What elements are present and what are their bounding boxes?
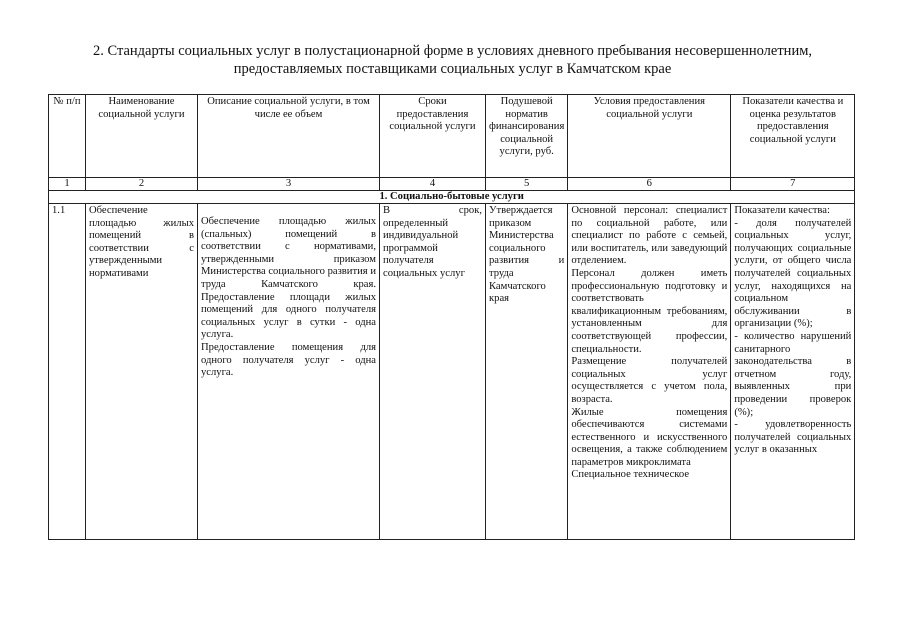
document-title [40, 42, 865, 78]
conditions-paragraph: Основной персонал: специалист по социальной работе, или специалист по работе с семьей, или воспитатель, или заведующий отделением. [571, 205, 728, 267]
column-number: 2 [86, 178, 198, 191]
description-paragraph: Обеспечение площадью жилых (спальных) помещений в соответствии с нормативами, утвержденными приказом Министерства социального развития и труда Камчатского края. Предоставление площади жилых помещений для одного получателя социальных услуг в сутки - одна услуга. [201, 216, 376, 341]
column-number: 1 [49, 178, 86, 191]
header-num: № п/п [49, 95, 86, 178]
title-line-1: 2. Стандарты социальных услуг в полустационарной форме в условиях дневного пребывания несовершеннолетним, [92, 43, 813, 59]
description-paragraph: Предоставление помещения для одного получателя услуг - одна услуга. [201, 341, 376, 379]
cell-quality [731, 204, 855, 540]
column-number: 7 [731, 178, 855, 191]
cell-description [198, 204, 380, 540]
cell-conditions [568, 204, 731, 540]
quality-heading: Показатели качества: [734, 205, 830, 216]
column-number: 4 [380, 178, 486, 191]
column-number: 6 [568, 178, 731, 191]
column-number: 5 [486, 178, 568, 191]
header-quality: Показатели качества и оценка результатов предоставления социальной услуги [731, 95, 855, 178]
standards-table [48, 94, 855, 540]
conditions-paragraph: Жилые помещения обеспечиваются системами естественного и искусственного освещения, а также соблюдением параметров микроклимата [571, 406, 728, 468]
cell-terms: В срок, определенный индивидуальной программой получателя социальных услуг [380, 204, 486, 540]
conditions-paragraph: Персонал должен иметь профессиональную подготовку и соответствовать квалификационным требованиям, установленным для соответствующей профессии, специальности. [571, 267, 728, 355]
header-row [49, 95, 855, 178]
cell-num: 1.1 [49, 204, 86, 540]
title-line-2: предоставляемых поставщиками социальных услуг в Камчатском крае [233, 61, 672, 77]
quality-item: - количество нарушений санитарного законодательства в отчетном году, выявленных при проведении проверок (%); [734, 330, 852, 418]
header-financing: Подушевой норматив финансирования социальной услуги, руб. [486, 95, 568, 178]
header-name: Наименование социальной услуги [86, 95, 198, 178]
table-row [49, 204, 855, 540]
column-number-row [49, 178, 855, 191]
header-terms: Сроки предоставления социальной услуги [380, 95, 486, 178]
header-conditions: Условия предоставления социальной услуги [568, 95, 731, 178]
conditions-paragraph: Размещение получателей социальных услуг осуществляется с учетом пола, возраста. [571, 356, 728, 405]
cell-financing: Утверждается приказом Министерства социального развития и труда Камчатского края [486, 204, 568, 540]
section-row [49, 191, 855, 204]
conditions-paragraph: Специальное техническое [571, 469, 690, 481]
column-number: 3 [198, 178, 380, 191]
header-description: Описание социальной услуги, в том числе ее объем [198, 95, 380, 178]
section-title: 1. Социально-бытовые услуги [49, 191, 855, 204]
quality-item: - доля получателей социальных услуг, получающих социальные услуги, от общего числа получателей социальных услуг, находящихся на социальном обслуживании в организации (%); [734, 217, 852, 330]
quality-item: - удовлетворенность получателей социальных услуг в оказанных [734, 419, 852, 456]
cell-name: Обеспечение площадью жилых помещений в соответствии с утвержденными нормативами [86, 204, 198, 540]
